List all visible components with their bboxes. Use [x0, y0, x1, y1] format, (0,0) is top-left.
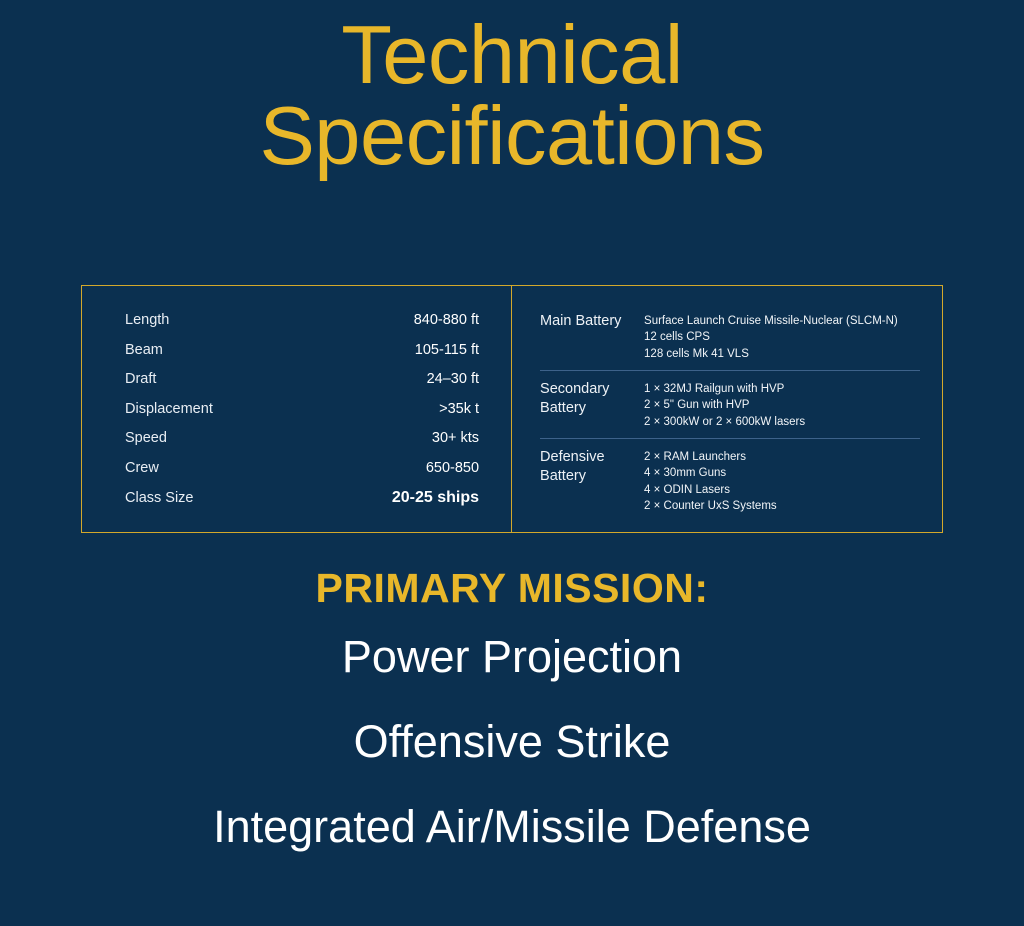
armament-label: Main Battery — [540, 313, 622, 329]
spec-label: Length — [125, 312, 170, 328]
list-item: 1 × 32MJ Railgun with HVP — [644, 382, 785, 395]
spec-label: Speed — [125, 430, 167, 446]
spec-value: 840-880 ft — [413, 312, 480, 328]
primary-mission-section — [0, 565, 1024, 852]
spec-value: 24–30 ft — [426, 371, 480, 387]
page-title-line-1: Technical — [341, 8, 683, 101]
armament-block-defensive-battery — [540, 438, 920, 522]
armament-item-list — [644, 312, 920, 362]
spec-label: Draft — [125, 371, 157, 387]
armament-block-main-battery — [540, 312, 920, 370]
table-row — [125, 489, 479, 507]
table-row — [125, 430, 479, 446]
spec-value: 30+ kts — [431, 430, 480, 446]
spec-label: Beam — [125, 341, 163, 358]
table-row — [125, 371, 479, 387]
list-item: 4 × ODIN Lasers — [644, 483, 730, 496]
page-title — [0, 0, 1024, 183]
spec-value: 20-25 ships — [391, 489, 480, 506]
table-row — [125, 460, 479, 476]
armament-label: Defensive Battery — [540, 448, 605, 484]
table-row — [125, 312, 479, 328]
spec-value: 650-850 — [425, 459, 480, 476]
table-row — [125, 401, 479, 417]
primary-mission-heading: PRIMARY MISSION: — [315, 565, 709, 611]
armament-item-list — [644, 448, 920, 514]
dimensions-table — [82, 286, 512, 532]
specifications-panel — [81, 285, 943, 533]
table-row — [125, 342, 479, 358]
spec-label: Class Size — [125, 490, 194, 506]
page-title-line-2: Specifications — [259, 89, 765, 183]
mission-item: Power Projection — [341, 631, 683, 682]
spec-value: >35k t — [439, 400, 480, 417]
armament-item-list — [644, 380, 920, 430]
armament-table — [512, 286, 942, 532]
list-item: 2 × Counter UxS Systems — [644, 499, 777, 512]
list-item: Surface Launch Cruise Missile-Nuclear (SLCM-N) — [644, 315, 898, 327]
list-item: 2 × RAM Launchers — [644, 450, 746, 463]
spec-label: Displacement — [125, 400, 213, 417]
list-item: 2 × 300kW or 2 × 600kW lasers — [644, 415, 806, 428]
list-item: 128 cells Mk 41 VLS — [644, 347, 749, 360]
armament-label: Secondary Battery — [540, 380, 610, 416]
list-item: 4 × 30mm Guns — [644, 467, 727, 480]
list-item: 2 × 5" Gun with HVP — [644, 399, 750, 412]
spec-value: 105-115 ft — [414, 341, 480, 358]
list-item: 12 cells CPS — [644, 331, 710, 344]
armament-block-secondary-battery — [540, 370, 920, 438]
mission-item: Offensive Strike — [353, 716, 671, 767]
mission-item: Integrated Air/Missile Defense — [213, 801, 811, 852]
spec-label: Crew — [125, 459, 159, 476]
